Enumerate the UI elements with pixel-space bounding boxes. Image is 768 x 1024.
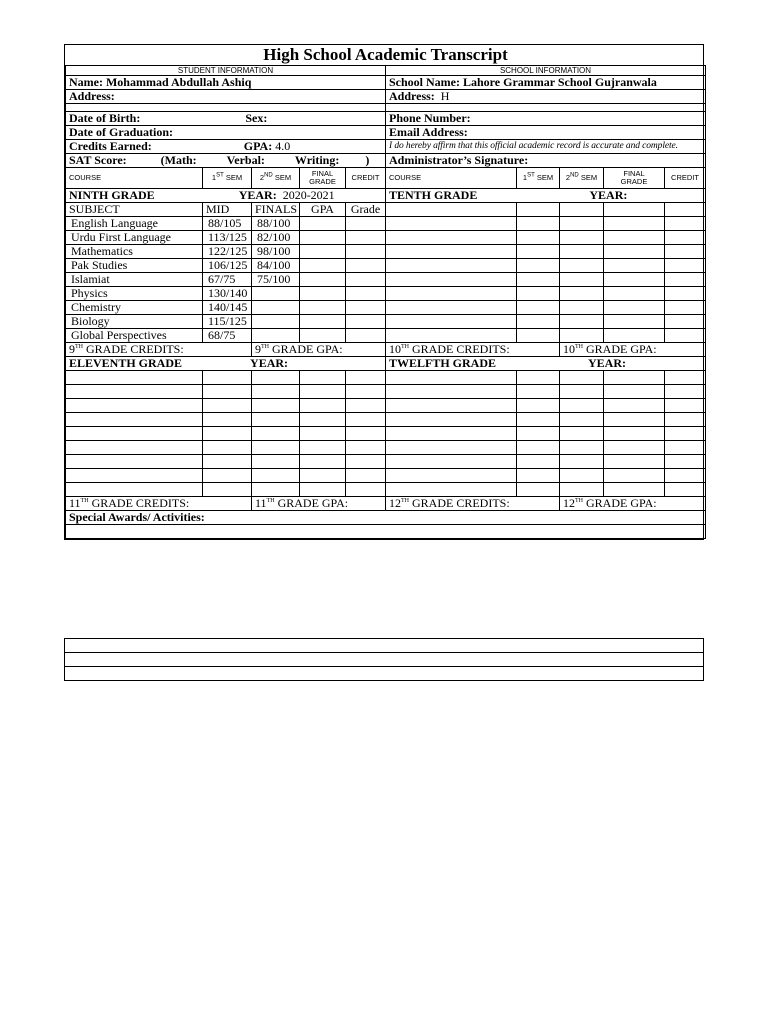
eleventh-gpa-label: 11TH GRADE GPA: — [252, 497, 386, 511]
grade-cell[interactable] — [346, 231, 386, 245]
tenth-grade-cell[interactable] — [560, 301, 604, 315]
grade-cell[interactable] — [346, 245, 386, 259]
credits-gpa-field[interactable] — [66, 140, 386, 154]
tenth-grade-cell[interactable] — [560, 231, 604, 245]
eleventh-grade-cell[interactable] — [300, 469, 346, 483]
eleventh-grade-cell[interactable] — [203, 441, 252, 455]
subject-cell[interactable]: English Language — [66, 217, 203, 231]
eleventh-grade-cell[interactable] — [300, 455, 346, 469]
subject-cell[interactable]: Biology — [66, 315, 203, 329]
sat-score-field[interactable] — [66, 154, 386, 168]
mid-cell[interactable]: 67/75 — [203, 273, 252, 287]
phone-field[interactable] — [386, 112, 706, 126]
gpa-value: 4.0 — [275, 139, 291, 153]
tenth-grade-cell[interactable] — [386, 315, 517, 329]
email-field[interactable] — [386, 126, 706, 140]
ninth-grade-row — [66, 315, 706, 329]
eleventh-grade-cell[interactable] — [203, 399, 252, 413]
twelfth-grade-cell[interactable] — [560, 413, 604, 427]
eleventh-grade-cell[interactable] — [300, 399, 346, 413]
twelfth-grade-cell[interactable] — [665, 399, 706, 413]
tenth-grade-cell[interactable] — [604, 245, 665, 259]
eleventh-grade-cell[interactable] — [346, 427, 386, 441]
eleventh-grade-cell[interactable] — [346, 483, 386, 497]
twelfth-grade-heading: TWELFTH GRADE YEAR: — [386, 357, 706, 371]
twelfth-grade-cell[interactable] — [560, 385, 604, 399]
twelfth-grade-cell[interactable] — [560, 469, 604, 483]
mid-cell[interactable]: 122/125 — [203, 245, 252, 259]
graduation-field[interactable] — [66, 126, 386, 140]
grade-cell[interactable] — [346, 217, 386, 231]
ninth-grade-row — [66, 329, 706, 343]
twelfth-grade-cell[interactable] — [386, 483, 517, 497]
name-label: Name: — [69, 75, 103, 89]
tenth-grade-cell[interactable] — [517, 273, 560, 287]
col-final-grade: FINAL GRADE — [300, 168, 346, 189]
finals-header: FINALS — [252, 203, 300, 217]
mid-cell[interactable]: 140/145 — [203, 301, 252, 315]
ninth-grade-row — [66, 259, 706, 273]
eleventh-grade-cell[interactable] — [66, 399, 203, 413]
eleventh-grade-heading: ELEVENTH GRADE YEAR: — [66, 357, 386, 371]
subject-cell[interactable]: Chemistry — [66, 301, 203, 315]
twelfth-grade-cell[interactable] — [604, 455, 665, 469]
email-label: Email Address: — [389, 125, 468, 139]
twelfth-grade-cell[interactable] — [386, 441, 517, 455]
eleventh-grade-cell[interactable] — [252, 371, 300, 385]
grade-cell[interactable] — [346, 259, 386, 273]
gpa-header: GPA — [300, 203, 346, 217]
twelfth-grade-cell[interactable] — [560, 427, 604, 441]
eleventh-grade-cell[interactable] — [346, 399, 386, 413]
name-value: Mohammad Abdullah Ashiq — [105, 75, 252, 89]
finals-cell[interactable]: 84/100 — [252, 259, 300, 273]
twelfth-grade-cell[interactable] — [386, 371, 517, 385]
dob-label: Date of Birth: — [69, 111, 141, 125]
tenth-grade-cell[interactable] — [604, 273, 665, 287]
eleventh-grade-cell[interactable] — [252, 427, 300, 441]
eleventh-grade-cell[interactable] — [252, 441, 300, 455]
student-info-header: STUDENT INFORMATION — [66, 66, 386, 76]
eleventh-grade-cell[interactable] — [252, 469, 300, 483]
finals-cell[interactable] — [252, 329, 300, 343]
eleventh-grade-cell[interactable] — [346, 385, 386, 399]
tenth-grade-cell[interactable] — [665, 301, 706, 315]
twelfth-grade-cell[interactable] — [604, 427, 665, 441]
tenth-grade-cell[interactable] — [560, 245, 604, 259]
tenth-grade-cell[interactable] — [665, 287, 706, 301]
tenth-grade-cell[interactable] — [604, 287, 665, 301]
twelfth-grade-cell[interactable] — [604, 413, 665, 427]
tenth-grade-cell[interactable] — [665, 217, 706, 231]
tenth-grade-cell[interactable] — [517, 301, 560, 315]
twelfth-grade-cell[interactable] — [560, 371, 604, 385]
tenth-grade-cell[interactable] — [604, 301, 665, 315]
mid-cell[interactable]: 106/125 — [203, 259, 252, 273]
sat-writing-label: Writing: — [294, 153, 340, 167]
twelfth-grade-cell[interactable] — [517, 455, 560, 469]
school-info-header: SCHOOL INFORMATION — [386, 66, 706, 76]
eleventh-grade-cell[interactable] — [66, 385, 203, 399]
tenth-grade-cell[interactable] — [665, 259, 706, 273]
dob-sex-field[interactable] — [66, 112, 386, 126]
gpa-cell[interactable] — [300, 301, 346, 315]
gpa-cell[interactable] — [300, 329, 346, 343]
twelfth-grade-cell[interactable] — [517, 427, 560, 441]
sat-verbal-label: Verbal: — [226, 153, 265, 167]
upper-grade-row — [66, 371, 706, 385]
mid-cell[interactable]: 113/125 — [203, 231, 252, 245]
eleventh-grade-cell[interactable] — [252, 399, 300, 413]
finals-cell[interactable]: 82/100 — [252, 231, 300, 245]
eleventh-grade-cell[interactable] — [252, 413, 300, 427]
col-sem1: 1ST SEM — [203, 168, 252, 189]
ninth-grade-row — [66, 217, 706, 231]
twelfth-grade-cell[interactable] — [386, 413, 517, 427]
affirmation-text: I do hereby affirm that this official academic record is accurate and complete. — [386, 140, 706, 154]
col-course: COURSE — [66, 168, 203, 189]
grade-cell[interactable] — [346, 287, 386, 301]
twelfth-grade-cell[interactable] — [604, 399, 665, 413]
grade-9-10-summary-row — [66, 343, 706, 357]
grade-cell[interactable] — [346, 273, 386, 287]
eleventh-grade-cell[interactable] — [252, 455, 300, 469]
tenth-gpa-label: 10TH GRADE GPA: — [560, 343, 706, 357]
tenth-grade-cell[interactable] — [665, 231, 706, 245]
student-address-label: Address: — [69, 89, 115, 103]
gpa-cell[interactable] — [300, 315, 346, 329]
page-title: High School Academic Transcript — [66, 45, 706, 66]
twelfth-grade-cell[interactable] — [560, 399, 604, 413]
eleventh-grade-cell[interactable] — [203, 413, 252, 427]
upper-grade-row — [66, 427, 706, 441]
signature-field[interactable] — [386, 154, 706, 168]
eleventh-grade-cell[interactable] — [300, 441, 346, 455]
upper-grade-row — [66, 441, 706, 455]
upper-grade-row — [66, 483, 706, 497]
tenth-grade-cell[interactable] — [517, 315, 560, 329]
tenth-grade-cell[interactable] — [604, 259, 665, 273]
tenth-grade-cell[interactable] — [604, 217, 665, 231]
tenth-grade-cell[interactable] — [386, 217, 517, 231]
tenth-grade-cell[interactable] — [517, 217, 560, 231]
special-awards-blank[interactable] — [66, 525, 706, 539]
tenth-grade-cell[interactable] — [517, 329, 560, 343]
tenth-grade-cell[interactable] — [386, 287, 517, 301]
school-address-label: Address: — [389, 89, 435, 103]
twelfth-grade-cell[interactable] — [386, 455, 517, 469]
col-credit: CREDIT — [665, 168, 706, 189]
subject-header: SUBJECT — [66, 203, 203, 217]
eleventh-grade-cell[interactable] — [203, 469, 252, 483]
footer-blank-row[interactable] — [65, 639, 704, 653]
grade-cell[interactable] — [346, 315, 386, 329]
ninth-subject-header-row — [66, 203, 706, 217]
tenth-grade-cell[interactable] — [386, 245, 517, 259]
subject-cell[interactable]: Mathematics — [66, 245, 203, 259]
tenth-grade-cell[interactable] — [517, 287, 560, 301]
twelfth-grade-cell[interactable] — [665, 455, 706, 469]
school-name-label: School Name: — [389, 75, 460, 89]
signature-label: Administrator’s Signature: — [389, 153, 529, 167]
twelfth-grade-cell[interactable] — [560, 441, 604, 455]
eleventh-grade-cell[interactable] — [66, 371, 203, 385]
tenth-grade-cell[interactable] — [604, 329, 665, 343]
subject-cell[interactable]: Islamiat — [66, 273, 203, 287]
ninth-credits-label: 9TH GRADE CREDITS: — [66, 343, 252, 357]
twelfth-grade-cell[interactable] — [665, 441, 706, 455]
footer-blank-row[interactable] — [65, 667, 704, 681]
eleventh-credits-label: 11TH GRADE CREDITS: — [66, 497, 252, 511]
twelfth-grade-cell[interactable] — [560, 483, 604, 497]
upper-grade-row — [66, 469, 706, 483]
eleventh-grade-cell[interactable] — [66, 469, 203, 483]
eleventh-grade-cell[interactable] — [346, 413, 386, 427]
eleventh-grade-cell[interactable] — [203, 385, 252, 399]
ninth-grade-row — [66, 273, 706, 287]
mid-header: MID — [203, 203, 252, 217]
tenth-grade-cell[interactable] — [665, 273, 706, 287]
transcript-sheet — [64, 44, 704, 540]
twelfth-grade-cell[interactable] — [517, 399, 560, 413]
graduation-label: Date of Graduation: — [69, 125, 173, 139]
tenth-credits-label: 10TH GRADE CREDITS: — [386, 343, 560, 357]
special-awards-field[interactable]: Special Awards/ Activities: — [66, 511, 706, 525]
eleventh-grade-cell[interactable] — [66, 427, 203, 441]
footer-blank-table — [64, 638, 704, 681]
tenth-grade-cell[interactable] — [386, 273, 517, 287]
twelfth-credits-label: 12TH GRADE CREDITS: — [386, 497, 560, 511]
twelfth-grade-cell[interactable] — [517, 469, 560, 483]
eleventh-grade-cell[interactable] — [300, 427, 346, 441]
ninth-grade-row — [66, 287, 706, 301]
col-course: COURSE — [386, 168, 517, 189]
gpa-cell[interactable] — [300, 259, 346, 273]
school-address-field[interactable] — [386, 90, 706, 104]
twelfth-grade-cell[interactable] — [517, 483, 560, 497]
grade-header: Grade — [346, 203, 386, 217]
eleventh-grade-cell[interactable] — [66, 441, 203, 455]
twelfth-grade-cell[interactable] — [386, 385, 517, 399]
tenth-grade-cell[interactable] — [517, 231, 560, 245]
twelfth-grade-cell[interactable] — [604, 441, 665, 455]
tenth-grade-cell[interactable] — [386, 301, 517, 315]
gpa-cell[interactable] — [300, 287, 346, 301]
col-sem2: 2ND SEM — [252, 168, 300, 189]
eleventh-grade-cell[interactable] — [300, 413, 346, 427]
student-name-field[interactable] — [66, 76, 386, 90]
twelfth-grade-cell[interactable] — [604, 371, 665, 385]
subject-cell[interactable]: Urdu First Language — [66, 231, 203, 245]
upper-grade-row — [66, 385, 706, 399]
upper-grade-row — [66, 455, 706, 469]
student-address-field[interactable] — [66, 90, 386, 104]
ninth-gpa-label: 9TH GRADE GPA: — [252, 343, 386, 357]
ninth-grade-row — [66, 245, 706, 259]
credits-earned-label: Credits Earned: — [69, 139, 152, 153]
finals-cell[interactable]: 98/100 — [252, 245, 300, 259]
tenth-grade-cell[interactable] — [386, 259, 517, 273]
twelfth-grade-cell[interactable] — [604, 385, 665, 399]
mid-cell[interactable]: 68/75 — [203, 329, 252, 343]
tenth-grade-cell[interactable] — [560, 287, 604, 301]
finals-cell[interactable] — [252, 287, 300, 301]
gpa-cell[interactable] — [300, 217, 346, 231]
gpa-cell[interactable] — [300, 245, 346, 259]
column-header-row — [66, 168, 706, 189]
subject-cell[interactable]: Global Perspectives — [66, 329, 203, 343]
upper-grade-row — [66, 399, 706, 413]
eleventh-grade-cell[interactable] — [346, 469, 386, 483]
eleventh-grade-cell[interactable] — [300, 371, 346, 385]
eleventh-grade-cell[interactable] — [66, 455, 203, 469]
tenth-grade-cell[interactable] — [560, 259, 604, 273]
twelfth-grade-cell[interactable] — [386, 427, 517, 441]
sat-math-label: (Math: — [160, 153, 197, 167]
twelfth-grade-cell[interactable] — [386, 469, 517, 483]
tenth-grade-cell[interactable] — [560, 315, 604, 329]
tenth-grade-cell[interactable] — [560, 273, 604, 287]
footer-blank-row[interactable] — [65, 653, 704, 667]
tenth-grade-cell[interactable] — [560, 329, 604, 343]
twelfth-grade-cell[interactable] — [665, 469, 706, 483]
grade-cell[interactable] — [346, 301, 386, 315]
gpa-cell[interactable] — [300, 231, 346, 245]
twelfth-grade-cell[interactable] — [560, 455, 604, 469]
eleventh-grade-cell[interactable] — [203, 371, 252, 385]
spacer-cell — [66, 104, 386, 112]
eleventh-grade-cell[interactable] — [66, 483, 203, 497]
twelfth-grade-cell[interactable] — [604, 483, 665, 497]
twelfth-grade-cell[interactable] — [604, 469, 665, 483]
finals-cell[interactable] — [252, 315, 300, 329]
col-sem1: 1ST SEM — [517, 168, 560, 189]
eleventh-grade-cell[interactable] — [203, 455, 252, 469]
eleventh-grade-cell[interactable] — [252, 385, 300, 399]
finals-cell[interactable] — [252, 301, 300, 315]
twelfth-grade-cell[interactable] — [517, 371, 560, 385]
eleventh-grade-cell[interactable] — [252, 483, 300, 497]
tenth-grade-cell[interactable] — [560, 217, 604, 231]
eleventh-grade-cell[interactable] — [346, 441, 386, 455]
mid-cell[interactable]: 130/140 — [203, 287, 252, 301]
col-credit: CREDIT — [346, 168, 386, 189]
eleventh-grade-cell[interactable] — [66, 413, 203, 427]
gpa-cell[interactable] — [300, 273, 346, 287]
tenth-grade-heading: TENTH GRADE YEAR: — [386, 189, 706, 203]
mid-cell[interactable]: 88/105 — [203, 217, 252, 231]
eleventh-grade-cell[interactable] — [346, 371, 386, 385]
tenth-grade-cell[interactable] — [517, 259, 560, 273]
twelfth-grade-cell[interactable] — [665, 385, 706, 399]
col-sem2: 2ND SEM — [560, 168, 604, 189]
twelfth-grade-cell[interactable] — [665, 427, 706, 441]
mid-cell[interactable]: 115/125 — [203, 315, 252, 329]
twelfth-grade-cell[interactable] — [517, 385, 560, 399]
finals-cell[interactable]: 75/100 — [252, 273, 300, 287]
tenth-grade-cell[interactable] — [665, 329, 706, 343]
twelfth-grade-cell[interactable] — [665, 483, 706, 497]
tenth-grade-cell[interactable] — [604, 315, 665, 329]
sat-label: SAT Score: — [69, 153, 127, 167]
school-name-value: Lahore Grammar School Gujranwala — [463, 75, 657, 89]
ninth-grade-heading: NINTH GRADE YEAR: 2020-2021 — [66, 189, 386, 203]
sex-label: Sex: — [245, 111, 268, 125]
school-name-field[interactable] — [386, 76, 706, 90]
grade-11-12-summary-row — [66, 497, 706, 511]
tenth-grade-cell[interactable] — [604, 231, 665, 245]
transcript-table — [65, 45, 706, 539]
spacer-cell — [386, 104, 706, 112]
tenth-grade-cell[interactable] — [665, 315, 706, 329]
subject-cell[interactable]: Physics — [66, 287, 203, 301]
subject-cell[interactable]: Pak Studies — [66, 259, 203, 273]
tenth-grade-cell[interactable] — [386, 329, 517, 343]
eleventh-grade-cell[interactable] — [300, 385, 346, 399]
twelfth-grade-cell[interactable] — [517, 441, 560, 455]
eleventh-grade-cell[interactable] — [300, 483, 346, 497]
eleventh-grade-cell[interactable] — [203, 483, 252, 497]
gpa-label: GPA: — [243, 139, 273, 153]
twelfth-grade-cell[interactable] — [665, 371, 706, 385]
col-final-grade: FINAL GRADE — [604, 168, 665, 189]
ninth-grade-row — [66, 301, 706, 315]
twelfth-grade-cell[interactable] — [665, 413, 706, 427]
grade-cell[interactable] — [346, 329, 386, 343]
tenth-grade-cell[interactable] — [665, 245, 706, 259]
school-address-value: H — [440, 89, 450, 103]
tenth-grade-cell[interactable] — [517, 245, 560, 259]
eleventh-grade-cell[interactable] — [203, 427, 252, 441]
tenth-grade-cell[interactable] — [386, 231, 517, 245]
upper-grade-row — [66, 413, 706, 427]
eleventh-grade-cell[interactable] — [346, 455, 386, 469]
finals-cell[interactable]: 88/100 — [252, 217, 300, 231]
phone-label: Phone Number: — [389, 111, 471, 125]
ninth-year-value: 2020-2021 — [282, 188, 335, 202]
twelfth-grade-cell[interactable] — [517, 413, 560, 427]
sat-close-paren: ) — [365, 153, 370, 167]
twelfth-grade-cell[interactable] — [386, 399, 517, 413]
twelfth-gpa-label: 12TH GRADE GPA: — [560, 497, 706, 511]
ninth-grade-row — [66, 231, 706, 245]
